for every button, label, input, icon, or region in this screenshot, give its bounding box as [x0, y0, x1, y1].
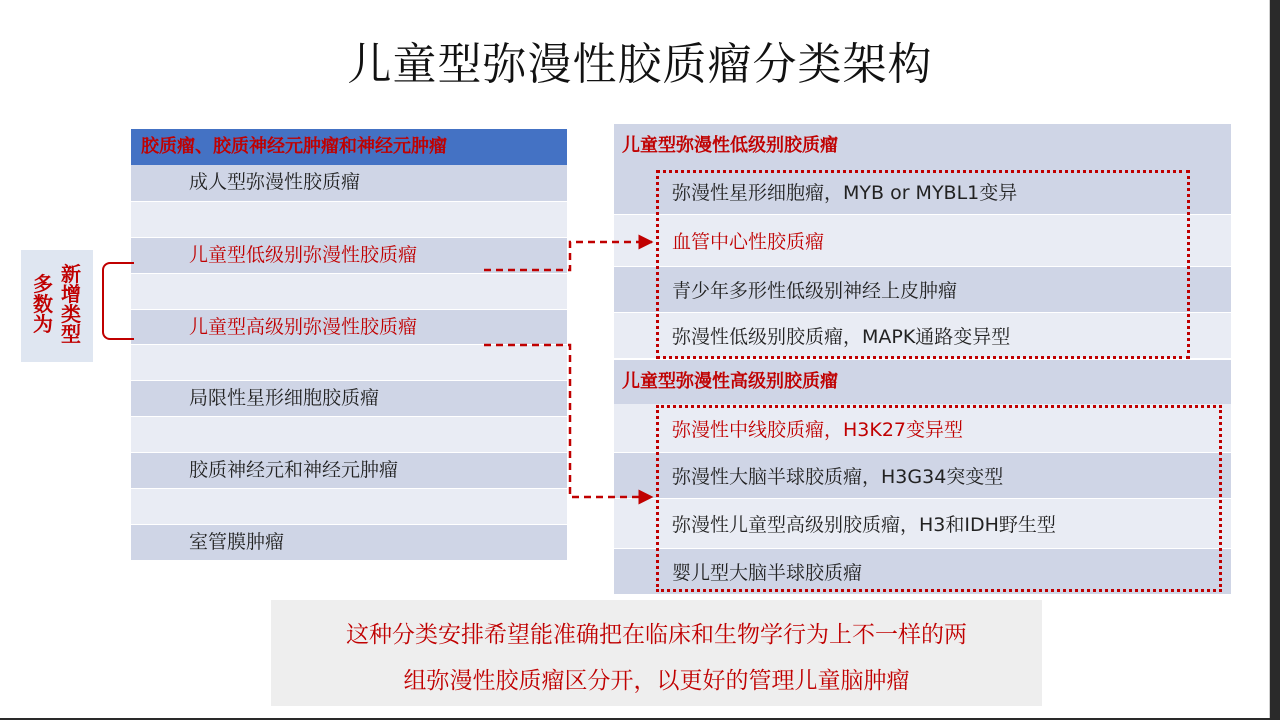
note-line-1: 这种分类安排希望能准确把在临床和生物学行为上不一样的两 — [346, 622, 967, 648]
table-row — [131, 201, 567, 237]
table-header: 胶质瘤、胶质神经元肿瘤和神经元肿瘤 — [131, 129, 567, 165]
high-grade-header: 儿童型弥漫性高级别胶质瘤 — [614, 360, 1231, 404]
table-row: 局限性星形细胞胶质瘤 — [131, 380, 567, 416]
high-grade-dotted-frame — [656, 405, 1222, 592]
table-row — [131, 488, 567, 524]
summary-note — [271, 600, 1042, 706]
table-row: 室管膜肿瘤 — [131, 524, 567, 560]
note-line-2: 组弥漫性胶质瘤区分开，以更好的管理儿童脑肿瘤 — [403, 668, 910, 694]
list-item: 弥漫性星形细胞瘤，MYB or MYBL1变异 — [614, 168, 1231, 214]
list-item: 血管中心性胶质瘤 — [614, 214, 1231, 266]
side-label-new-types: 新增类型 — [61, 262, 81, 346]
side-label-box — [21, 250, 93, 362]
list-item: 婴儿型大脑半球胶质瘤 — [614, 548, 1231, 594]
table-row: 胶质神经元和神经元肿瘤 — [131, 452, 567, 488]
bracket-connector — [102, 262, 134, 340]
side-label-mostly: 多数为 — [33, 272, 53, 336]
list-item: 弥漫性儿童型高级别胶质瘤，H3和IDH野生型 — [614, 498, 1231, 548]
table-row-high-grade: 儿童型高级别弥漫性胶质瘤 — [131, 309, 567, 345]
list-item: 弥漫性中线胶质瘤，H3K27变异型 — [614, 404, 1231, 452]
classification-table — [131, 129, 567, 560]
table-row: 成人型弥漫性胶质瘤 — [131, 165, 567, 201]
slide-title: 儿童型弥漫性胶质瘤分类架构 — [347, 39, 933, 90]
table-row-low-grade: 儿童型低级别弥漫性胶质瘤 — [131, 237, 567, 273]
list-item: 弥漫性低级别胶质瘤，MAPK通路变异型 — [614, 312, 1231, 358]
list-item: 青少年多形性低级别神经上皮肿瘤 — [614, 266, 1231, 312]
low-grade-dotted-frame — [656, 170, 1190, 359]
list-item: 弥漫性大脑半球胶质瘤，H3G34突变型 — [614, 452, 1231, 498]
table-row — [131, 344, 567, 380]
low-grade-header: 儿童型弥漫性低级别胶质瘤 — [614, 124, 1231, 168]
table-row — [131, 416, 567, 452]
table-row — [131, 273, 567, 309]
